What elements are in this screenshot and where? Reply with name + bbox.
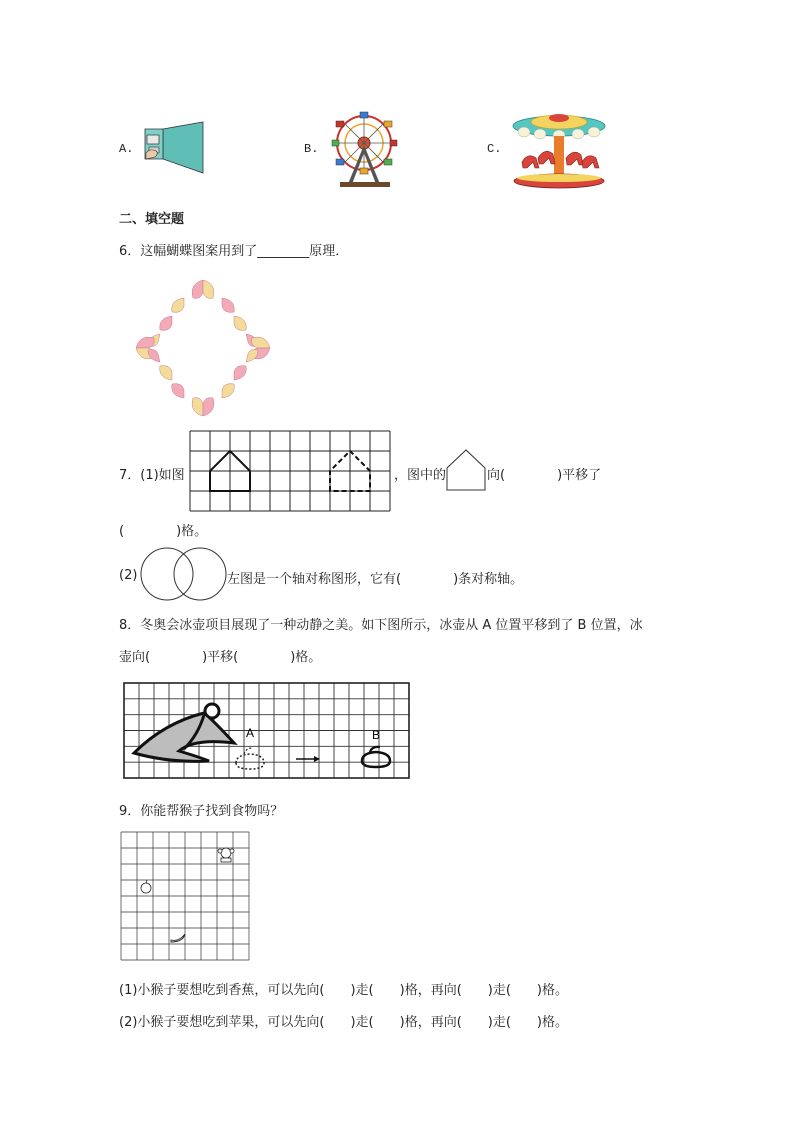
q7-house-grid [190,431,390,511]
monkey-icon [218,848,234,862]
option-c-carousel-image [512,114,606,190]
curling-stone-b [362,752,390,767]
q8-label-a: A [246,726,255,740]
curler-body-icon [134,713,234,761]
butterfly-pattern-image [132,276,274,420]
q8-line1: 8．冬奥会冰壶项目展现了一种动静之美。如下图所示，冰壶从 A 位置平移到了 B 位置，冰 [119,618,643,633]
q9-monkey-grid [121,832,251,960]
q8-line2: 壶向( )平移( )格。 [119,650,322,665]
q9-text: 9．你能帮猴子找到食物吗？ [119,804,284,819]
q7-part1-suffix: 向( )平移了 [487,468,602,483]
section-heading: 二、填空题 [119,212,185,227]
q9-sub2: (2)小猴子要想吃到苹果，可以先向( )走( )格，再向( )走( )格。 [119,1015,568,1030]
q8-curling-grid [124,683,410,779]
q7-part1-prefix: 7．(1)如图 [119,468,185,483]
banana-icon [171,934,185,942]
q9-sub1: (1)小猴子要想吃到香蕉，可以先向( )走( )格，再向( )走( )格。 [119,983,568,998]
curling-stone-a [236,754,264,769]
option-a-label: A. [119,142,134,156]
apple-icon [141,880,151,893]
option-a-vending-image [143,121,205,174]
q6-text: 6．这幅蝴蝶图案用到了________原理． [119,244,349,259]
q7-part2-text: 左图是一个轴对称图形，它有( )条对称轴。 [227,572,524,587]
q7-part1-mid: ，图中的 [394,468,447,483]
q7-two-circles-figure [140,546,230,602]
option-b-label: B. [304,142,319,156]
q8-label-b: B [372,728,381,742]
option-b-ferris-wheel-image [332,110,398,188]
q7-house-icon [446,449,486,491]
q7-part2-prefix: (2) [119,568,138,583]
q7-part1-line2: ( )格。 [119,524,208,539]
option-c-label: C. [487,142,502,156]
